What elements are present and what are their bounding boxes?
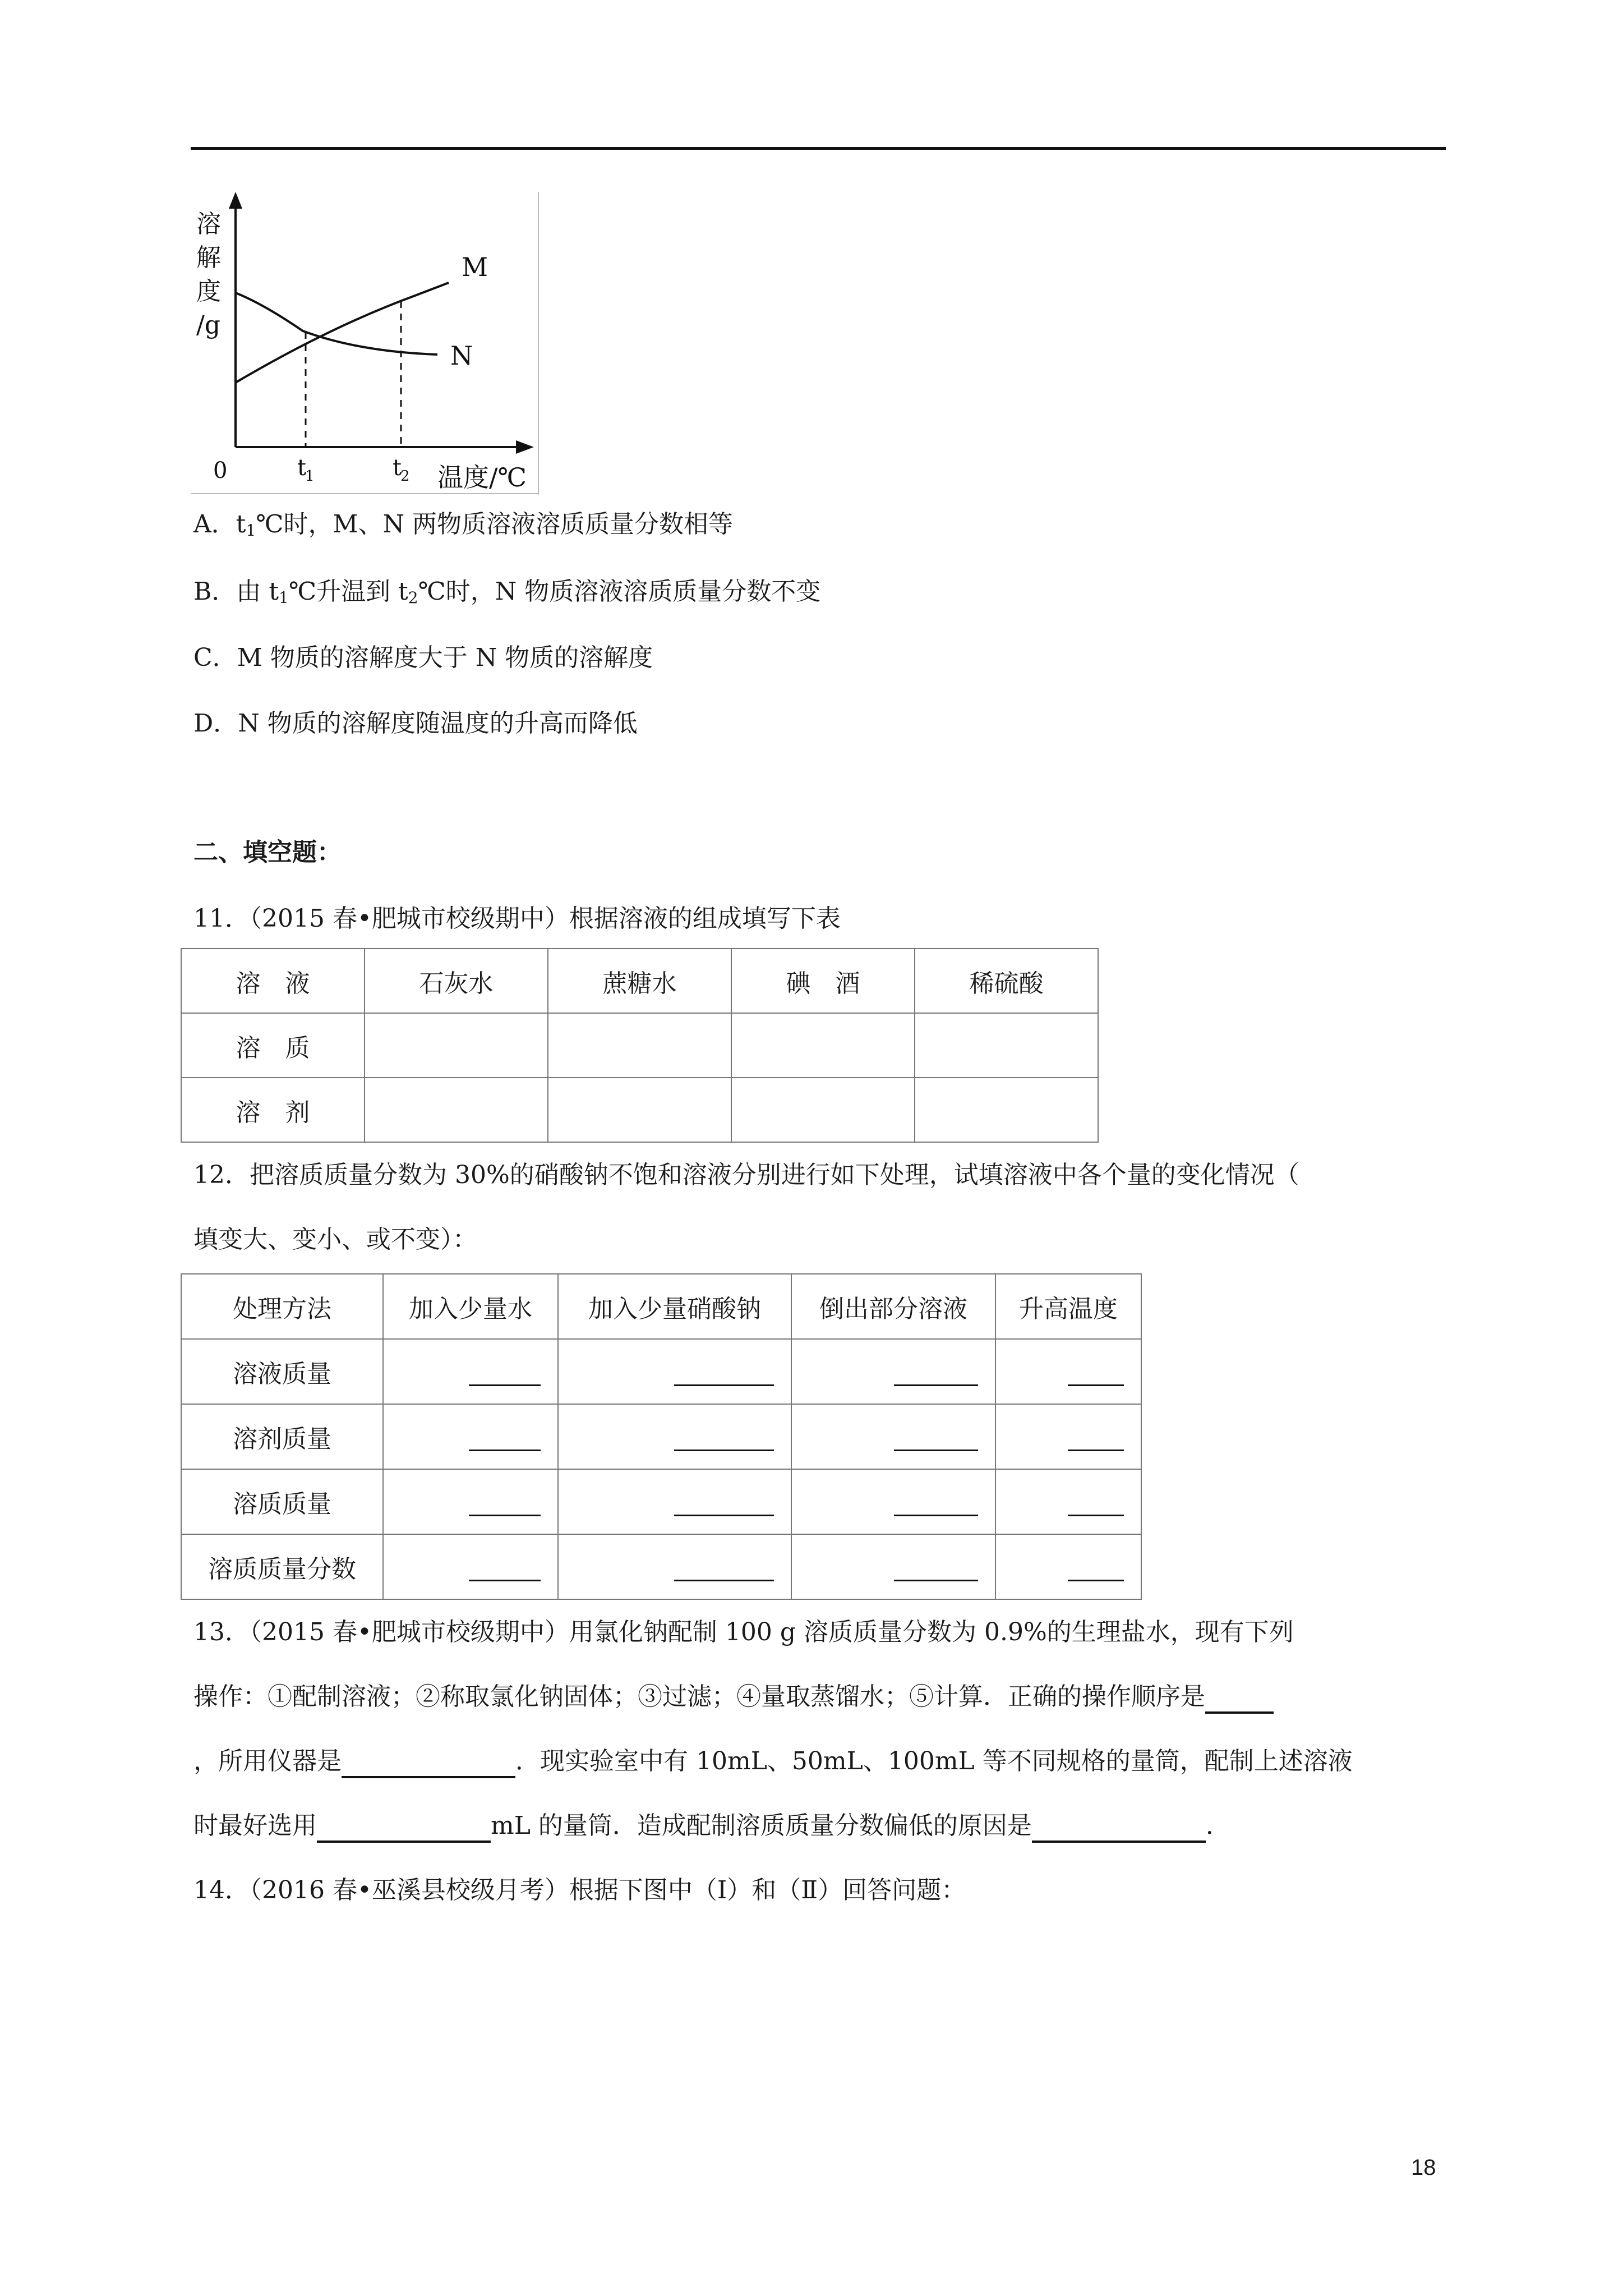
q11-header-cell: 石灰水 [365,949,548,1013]
q11-header-cell: 溶 液 [181,949,365,1013]
q13-blank-cylinder[interactable] [317,1812,491,1843]
q12-header-cell: 升高温度 [995,1274,1141,1339]
q12-row-label: 溶液质量 [181,1339,383,1404]
q12-row-mass-fraction [181,1534,1141,1599]
q13-line4: 时最好选用 mL 的量筒．造成配制溶质质量分数偏低的原因是 ． [193,1809,1230,1843]
q11-header-cell: 蔗糖水 [548,949,731,1013]
y-label-char-3: 度 [196,277,221,306]
q11-answer-cell[interactable] [548,1013,731,1078]
q13-blank-reason[interactable] [1032,1812,1206,1843]
q13-blank-instruments[interactable] [342,1748,515,1778]
q12-answer-blank[interactable] [995,1469,1141,1534]
curve-m-label: M [462,252,488,282]
q11-row-label: 溶 剂 [181,1078,365,1142]
q11-header-cell: 碘 酒 [731,949,915,1013]
q11-row-label: 溶 质 [181,1013,365,1078]
q12-stem-line1: 12．把溶质质量分数为 30%的硝酸钠不饱和溶液分别进行如下处理，试填溶液中各个量的变化情况（ [193,1161,1299,1189]
q11-answer-cell[interactable] [915,1078,1098,1142]
q12-header-row [181,1274,1141,1339]
q12-answer-blank[interactable] [383,1339,558,1404]
curve-m [236,283,449,383]
q11-answer-cell[interactable] [731,1013,915,1078]
curve-n [236,293,437,355]
q12-stem-line2: 填变大、变小、或不变）： [193,1225,477,1254]
t1-label: t [297,455,307,481]
solubility-graph [191,192,538,495]
q12-answer-blank[interactable] [995,1339,1141,1404]
y-label-char-1: 溶 [196,210,221,238]
q12-answer-blank[interactable] [791,1469,995,1534]
q12-answer-blank[interactable] [383,1404,558,1469]
q12-answer-blank[interactable] [558,1404,791,1469]
q12-answer-blank[interactable] [791,1339,995,1404]
t2-subscript: 2 [400,468,410,485]
t1-subscript: 1 [305,468,315,485]
q14-stem: 14．（2016 春•巫溪县校级月考）根据下图中（Ⅰ）和（Ⅱ）回答问题： [193,1876,966,1904]
q12-header-cell: 加入少量水 [383,1274,558,1339]
option-d: D．N 物质的溶解度随温度的升高而降低 [193,709,638,738]
q11-answer-cell[interactable] [548,1078,731,1142]
q12-answer-blank[interactable] [383,1469,558,1534]
q11-header-cell: 稀硫酸 [915,949,1098,1013]
q13-line3: ，所用仪器是 ．现实验室中有 10mL、50mL、100mL 等不同规格的量筒，配制上述溶液 [193,1745,1353,1778]
curve-n-label: N [450,341,473,371]
option-a: A．$t_1℃$时，M、N 两物质溶液溶质质量分数相等 [193,510,734,540]
q11-answer-cell[interactable] [365,1078,548,1142]
y-axis-arrow-icon [229,192,242,209]
q13-line1: 13．（2015 春•肥城市校级期中）用氯化钠配制 100 g 溶质质量分数为 0.9%的生理盐水，现有下列 [193,1618,1294,1646]
q12-answer-blank[interactable] [558,1469,791,1534]
q12-row-solution-mass [181,1339,1141,1404]
q13-blank-order[interactable] [1205,1683,1274,1714]
q12-row-solute-mass [181,1469,1141,1534]
q12-answer-blank[interactable] [558,1339,791,1404]
origin-label: 0 [213,458,228,484]
option-c: C．M 物质的溶解度大于 N 物质的溶解度 [193,643,653,672]
y-label-char-2: 解 [196,243,221,272]
q12-header-cell: 处理方法 [181,1274,383,1339]
q12-row-solvent-mass [181,1404,1141,1469]
y-label-char-4: /g [196,311,220,339]
x-axis-label: 温度/℃ [437,462,527,493]
page-number: 18 [1411,2155,1436,2180]
q12-answer-blank[interactable] [995,1534,1141,1599]
option-b: B．由 $t_1℃$升温到 $t_2℃$时，N 物质溶液溶质质量分数不变 [193,577,821,607]
q11-row-solvent [181,1078,1098,1142]
q12-answer-blank[interactable] [791,1534,995,1599]
solubility-graph-svg [191,192,538,495]
q12-answer-blank[interactable] [791,1404,995,1469]
q12-table [181,1273,1142,1600]
t2-label: t [393,455,402,481]
x-axis-arrow-icon [516,440,534,454]
q11-answer-cell[interactable] [365,1013,548,1078]
header-rule [191,147,1446,150]
q12-row-label: 溶质质量 [181,1469,383,1534]
q11-header-row [181,949,1098,1013]
q12-row-label: 溶质质量分数 [181,1534,383,1599]
q12-answer-blank[interactable] [558,1534,791,1599]
q12-header-cell: 加入少量硝酸钠 [558,1274,791,1339]
q11-answer-cell[interactable] [731,1078,915,1142]
section-title: 二、填空题： [193,838,342,867]
q12-answer-blank[interactable] [995,1404,1141,1469]
q12-header-cell: 倒出部分溶液 [791,1274,995,1339]
q11-row-solute [181,1013,1098,1078]
q12-row-label: 溶剂质量 [181,1404,383,1469]
q11-answer-cell[interactable] [915,1013,1098,1078]
q12-answer-blank[interactable] [383,1534,558,1599]
q11-stem: 11．（2015 春•肥城市校级期中）根据溶液的组成填写下表 [193,904,841,933]
q11-table [181,948,1099,1143]
q13-line2: 操作：①配制溶液；②称取氯化钠固体；③过滤；④量取蒸馏水；⑤计算．正确的操作顺序是 [193,1680,1274,1714]
